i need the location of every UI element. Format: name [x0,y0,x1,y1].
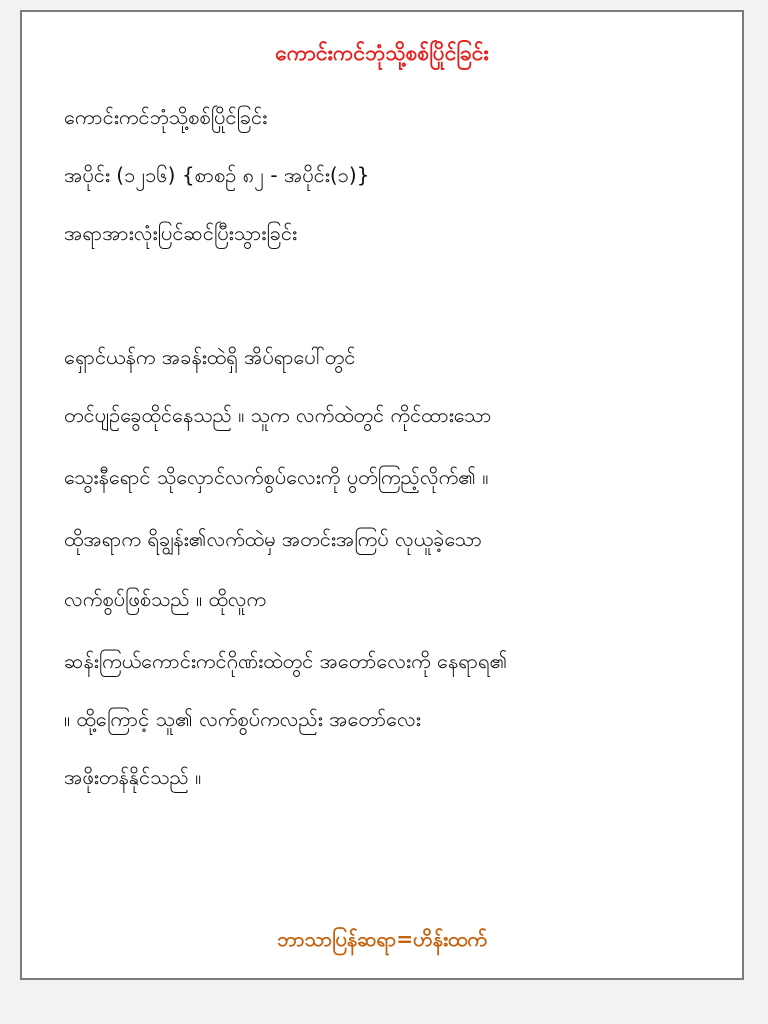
body-line-6: ဆန်းကြယ်ကောင်းကင်ဂိုဏ်းထဲတွင် အတော်လေးကို နေရာရ၏ [64,649,508,673]
body-line-4: ထိုအရာက ရိချွန်း၏လက်ထဲမှ အတင်းအကြပ် လုယူခဲ့သော [64,527,483,551]
body-line-5: လက်စွပ်ဖြစ်သည် ။ ထိုလူက [64,587,267,611]
body-line-7: ။ ထို့ကြောင့် သူ၏ လက်စွပ်ကလည်း အတော်လေး [64,707,421,731]
document-page [20,10,744,980]
body-line-1: ရှောင်ယန်က အခန်းထဲရှိ အိပ်ရာပေါ်တွင် [64,345,356,369]
body-line-2: တင်ပျဉ်ခွေထိုင်နေသည် ။ သူက လက်ထဲတွင် ကိုင်ထားသော [64,403,492,427]
header-line-title: ကောင်းကင်ဘုံသို့စစ်ပြိုင်ခြင်း [64,105,268,129]
translator-credit: ဘာသာပြန်ဆရာ=ဟိန်းထက် [277,927,487,951]
body-line-3: သွေးနီရောင် သိုလှောင်လက်စွပ်လေးကို ပွတ်ကြည့်လိုက်၏ ။ [64,465,489,489]
header-line-episode: အပိုင်း (၁၂၁၆) {စာစဉ် ၈၂ - အပိုင်း(၁)} [64,163,370,187]
page-title: ကောင်းကင်ဘုံသို့စစ်ပြိုင်ခြင်း [275,41,489,65]
body-line-8: အဖိုးတန်နိုင်သည် ။ [64,765,202,789]
header-line-chapter: အရာအားလုံးပြင်ဆင်ပြီးသွားခြင်း [64,221,298,245]
